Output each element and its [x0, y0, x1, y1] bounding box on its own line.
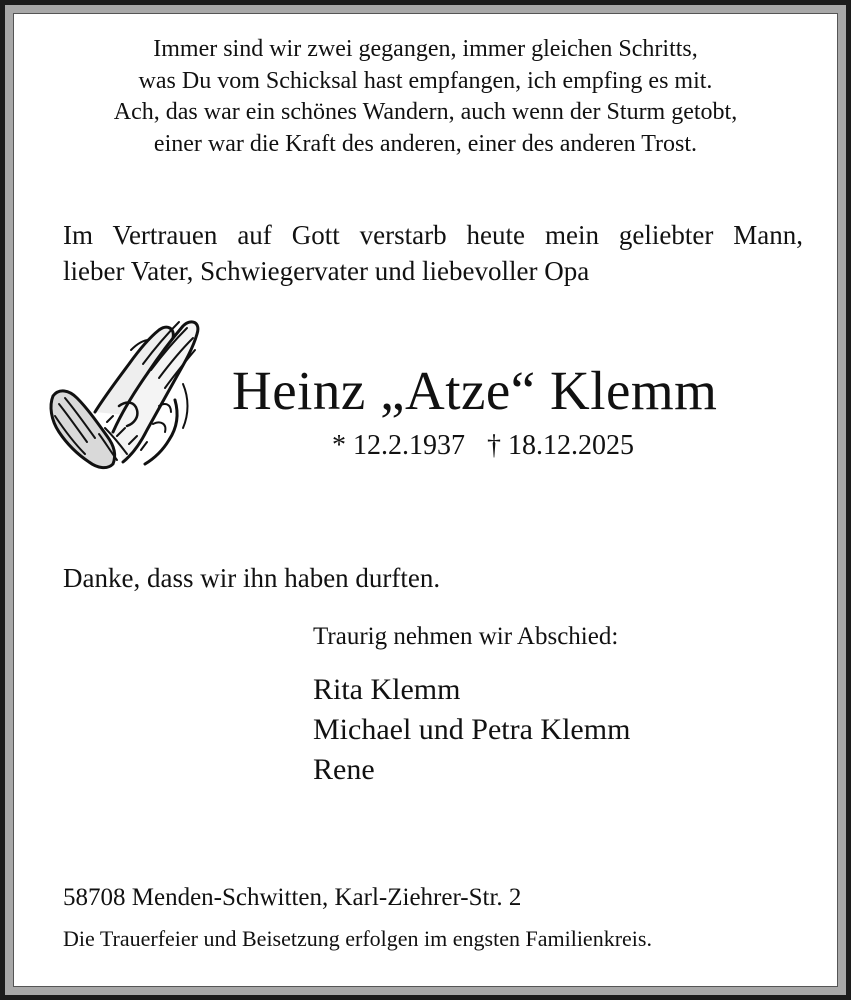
mourner-name: Rita Klemm — [313, 673, 461, 706]
poem-line: einer war die Kraft des anderen, einer des anderen Trost. — [153, 130, 698, 157]
mourner-name: Rene — [313, 753, 375, 786]
birth-date: * 12.2.1937 — [332, 430, 465, 461]
intro-line: lieber Vater, Schwiegervater und liebevoller Opa — [63, 256, 590, 286]
poem — [14, 34, 837, 160]
deceased-name: Heinz „Atze“ Klemm — [232, 360, 718, 421]
death-date: † 18.12.2025 — [487, 430, 634, 461]
obituary-card — [13, 13, 838, 987]
farewell-heading: Traurig nehmen wir Abschied: — [313, 623, 619, 650]
intro-line: Im Vertrauen auf Gott verstarb heute mein geliebter Mann, — [63, 220, 803, 250]
praying-hands-icon — [47, 304, 205, 474]
ceremony-note: Die Trauerfeier und Beisetzung erfolgen im engsten Familienkreis. — [63, 926, 652, 951]
intro-text — [63, 217, 803, 289]
mourner-name: Michael und Petra Klemm — [313, 713, 631, 746]
poem-line: Immer sind wir zwei gegangen, immer gleichen Schritts, — [153, 36, 698, 62]
address: 58708 Menden-Schwitten, Karl-Ziehrer-Str. 2 — [63, 884, 522, 911]
poem-line: was Du vom Schicksal hast empfangen, ich empfing es mit. — [138, 67, 713, 94]
mourners-list — [313, 670, 630, 790]
life-dates — [332, 428, 634, 464]
thanks-text: Danke, dass wir ihn haben durften. — [63, 563, 441, 593]
poem-line: Ach, das war ein schönes Wandern, auch wenn der Sturm getobt, — [113, 99, 738, 125]
